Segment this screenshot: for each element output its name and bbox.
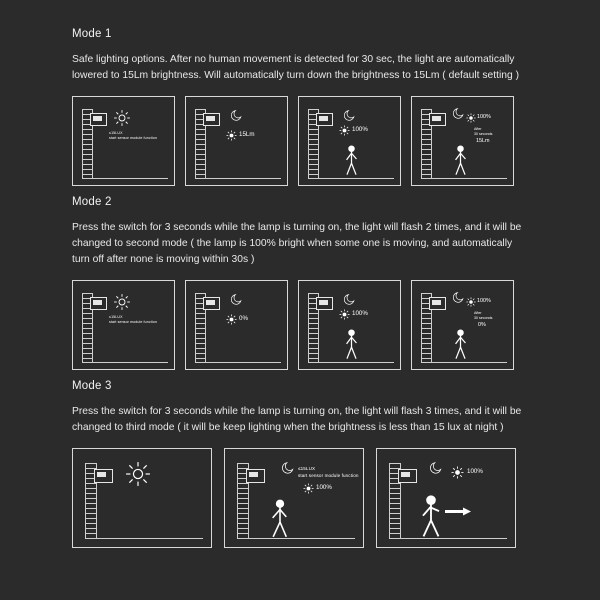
lamp-icon — [429, 297, 446, 310]
mode-2-panel-4 — [411, 280, 514, 370]
lux-threshold-label: ≤15LUX — [109, 131, 123, 135]
burst-icon — [466, 113, 476, 123]
mode-3-panel-2 — [224, 448, 364, 548]
mode-3-panel-row — [72, 448, 530, 548]
burst-icon — [226, 130, 237, 141]
lamp-icon — [203, 113, 220, 126]
mode-1-description: Safe lighting options. After no human movement is detected for 30 sec, the light are automatically lowered to 15Lm brightness. Will automatically turn down the brightness to 15Lm ( default setting ) — [72, 54, 519, 81]
person-icon — [452, 145, 469, 178]
lamp-icon — [90, 113, 107, 126]
delay-label: 30 seconds — [474, 316, 493, 320]
ground-line — [421, 178, 507, 179]
brightness-value: 100% — [477, 298, 491, 304]
ground-line — [195, 178, 281, 179]
moon-icon — [343, 293, 356, 306]
ground-line — [237, 538, 355, 539]
ground-line — [421, 362, 507, 363]
mode-1-title: Mode 1 — [72, 28, 112, 40]
after-label: After — [474, 127, 482, 131]
person-icon — [343, 145, 360, 178]
sensor-function-label: start sensor module function — [298, 473, 359, 478]
brightness-value: 0% — [239, 315, 248, 322]
brightness-value: 100% — [316, 484, 332, 491]
burst-icon — [226, 314, 237, 325]
lamp-icon — [203, 297, 220, 310]
ground-line — [308, 178, 394, 179]
lux-threshold-label: ≤15LUX — [298, 466, 316, 471]
moon-icon — [343, 109, 356, 122]
moon-icon — [452, 291, 465, 304]
moon-icon — [230, 293, 243, 306]
brightness-value: 100% — [352, 310, 368, 317]
mode-2-title: Mode 2 — [72, 196, 112, 208]
ground-line — [82, 178, 168, 179]
person-icon — [452, 329, 469, 362]
after-label: After — [474, 311, 482, 315]
lamp-icon — [316, 297, 333, 310]
mode-2-panel-3 — [298, 280, 401, 370]
mode-section-3 — [72, 380, 530, 548]
mode-section-1 — [72, 28, 530, 186]
burst-icon — [466, 297, 476, 307]
burst-icon — [339, 125, 350, 136]
mode-1-panel-2 — [185, 96, 288, 186]
mode-section-2 — [72, 196, 530, 370]
lamp-icon — [246, 469, 265, 483]
moon-icon — [452, 107, 465, 120]
mode-2-panel-row — [72, 280, 530, 370]
mode-1-panel-1 — [72, 96, 175, 186]
moon-icon — [230, 109, 243, 122]
mode-1-panel-4 — [411, 96, 514, 186]
burst-icon — [339, 309, 350, 320]
sensor-function-label: start sensor module function — [109, 136, 157, 140]
lamp-icon — [398, 469, 417, 483]
off-brightness-value: 0% — [478, 322, 486, 328]
ground-line — [82, 362, 168, 363]
moon-icon — [429, 461, 443, 475]
brightness-value: 100% — [352, 126, 368, 133]
ground-line — [85, 538, 203, 539]
brightness-value: 100% — [477, 114, 491, 120]
lamp-icon — [429, 113, 446, 126]
moon-icon — [281, 461, 295, 475]
brightness-value: 15Lm — [239, 131, 255, 138]
ground-line — [195, 362, 281, 363]
lux-threshold-label: ≤15LUX — [109, 315, 123, 319]
ground-line — [308, 362, 394, 363]
mode-2-panel-1 — [72, 280, 175, 370]
ground-line — [389, 538, 507, 539]
lamp-icon — [94, 469, 113, 483]
mode-3-description: Press the switch for 3 seconds while the lamp is turning on, the light will flash 3 times, and it will be changed to third mode ( it will be keep lighting when the brightness is less than 15 lux at night ) — [72, 406, 522, 433]
burst-icon — [451, 466, 464, 479]
arrow-icon — [445, 507, 471, 516]
sun-icon — [113, 293, 131, 311]
sun-icon — [125, 461, 151, 487]
lamp-icon — [316, 113, 333, 126]
mode-3-panel-3 — [376, 448, 516, 548]
mode-2-panel-2 — [185, 280, 288, 370]
person-icon — [343, 329, 360, 362]
brightness-value: 100% — [467, 468, 483, 475]
mode-3-title: Mode 3 — [72, 380, 112, 392]
person-icon — [419, 495, 443, 541]
mode-3-panel-1 — [72, 448, 212, 548]
sensor-function-label: start sensor module function — [109, 320, 157, 324]
mode-2-description: Press the switch for 3 seconds while the lamp is turning on, the light will flash 2 times, and it will be changed to second mode ( the lamp is 100% bright when some one is moving, and automatically turn off after none is moving within 30s ) — [72, 222, 522, 265]
delay-label: 30 seconds — [474, 132, 493, 136]
mode-1-panel-3 — [298, 96, 401, 186]
lamp-icon — [90, 297, 107, 310]
sun-icon — [113, 109, 131, 127]
dimmed-brightness-value: 15Lm — [476, 138, 490, 144]
person-icon — [269, 499, 291, 541]
mode-1-panel-row — [72, 96, 530, 186]
burst-icon — [303, 483, 314, 494]
